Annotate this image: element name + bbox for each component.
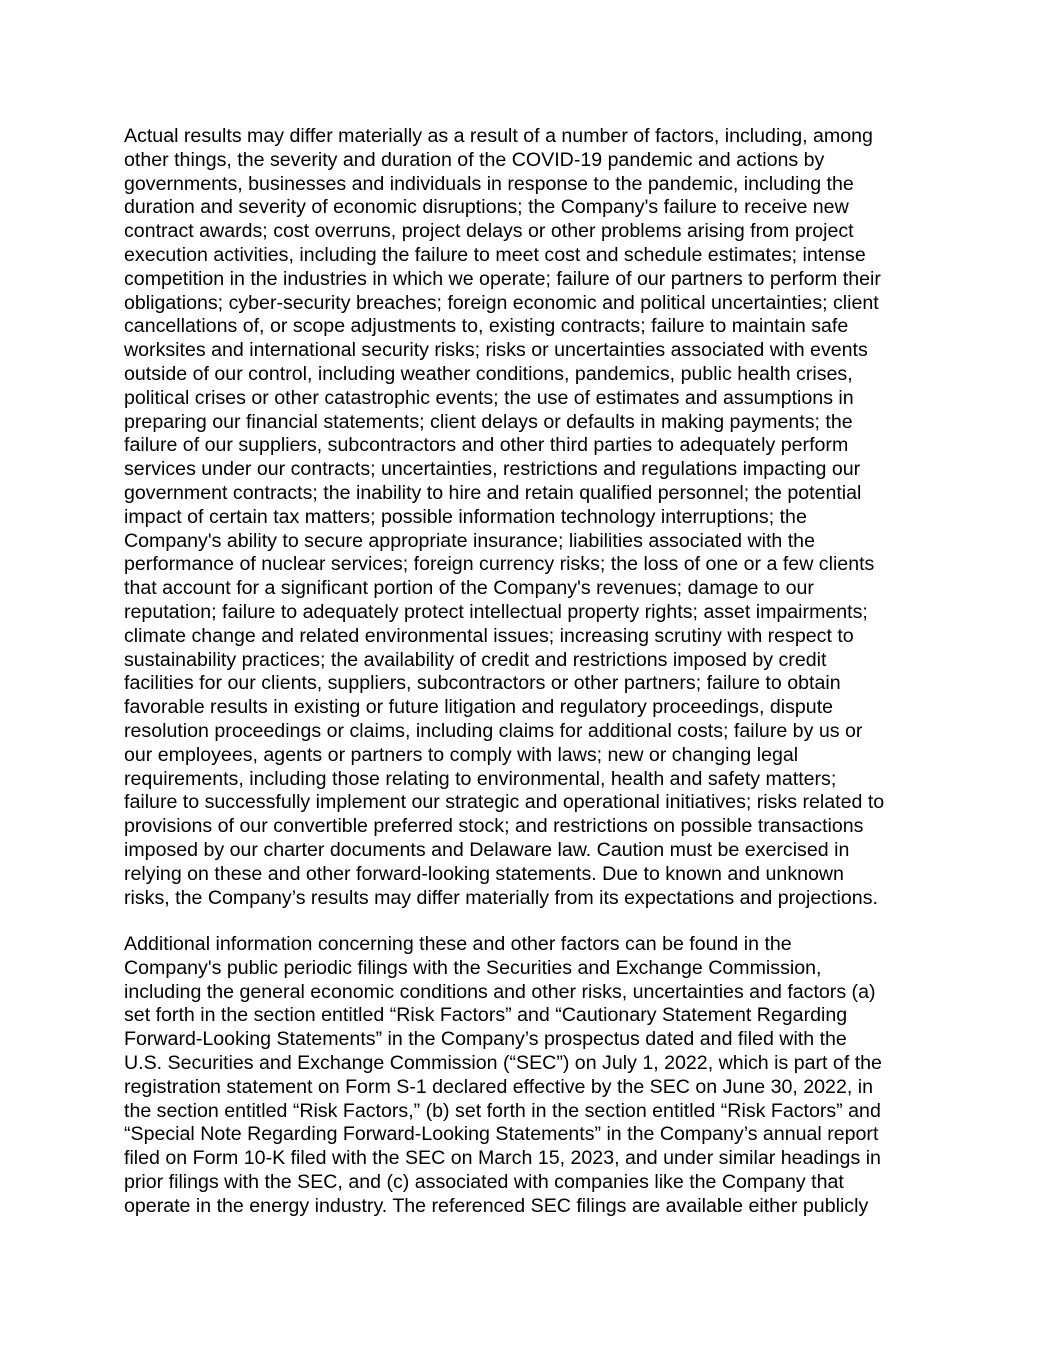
text-line: registration statement on Form S-1 declared effective by the SEC on June 30, 2022, in bbox=[124, 1075, 873, 1098]
paragraph-additional-information bbox=[124, 933, 944, 1219]
text-line: Additional information concerning these and other factors can be found in the bbox=[124, 933, 792, 955]
text-line: that account for a significant portion of the Company's revenues; damage to our bbox=[124, 577, 814, 600]
text-line: requirements, including those relating to environmental, health and safety matters; bbox=[124, 767, 837, 790]
text-line: provisions of our convertible preferred stock; and restrictions on possible transactions bbox=[124, 815, 864, 838]
text-line: risks, the Company’s results may differ materially from its expectations and projections. bbox=[124, 886, 878, 909]
text-line: imposed by our charter documents and Delaware law. Caution must be exercised in bbox=[124, 838, 850, 861]
paragraph-forward-looking-factors bbox=[124, 125, 944, 910]
text-line: “Special Note Regarding Forward-Looking Statements” in the Company’s annual report bbox=[124, 1123, 879, 1146]
text-line: preparing our financial statements; client delays or defaults in making payments; the bbox=[124, 410, 853, 433]
text-line: duration and severity of economic disruptions; the Company's failure to receive new bbox=[124, 196, 849, 219]
text-line: resolution proceedings or claims, including claims for additional costs; failure by us or bbox=[124, 719, 863, 742]
text-line: execution activities, including the failure to meet cost and schedule estimates; intense bbox=[124, 243, 866, 266]
text-line: other things, the severity and duration of the COVID-19 pandemic and actions by bbox=[124, 148, 825, 171]
text-line: failure to successfully implement our strategic and operational initiatives; risks related to bbox=[124, 791, 885, 814]
text-line: worksites and international security risks; risks or uncertainties associated with events bbox=[124, 339, 868, 362]
text-line: Company's public periodic filings with the Securities and Exchange Commission, bbox=[124, 956, 822, 979]
text-line: operate in the energy industry. The referenced SEC filings are available either publicly bbox=[124, 1194, 869, 1217]
text-line: government contracts; the inability to hire and retain qualified personnel; the potential bbox=[124, 481, 862, 504]
text-line: Company's ability to secure appropriate insurance; liabilities associated with the bbox=[124, 529, 815, 552]
text-line: obligations; cyber-security breaches; foreign economic and political uncertainties; client bbox=[124, 291, 879, 314]
text-line: reputation; failure to adequately protect intellectual property rights; asset impairments; bbox=[124, 600, 868, 623]
text-line: services under our contracts; uncertainties, restrictions and regulations impacting our bbox=[124, 458, 861, 481]
text-line: failure of our suppliers, subcontractors and other third parties to adequately perform bbox=[124, 434, 849, 457]
text-line: our employees, agents or partners to comply with laws; new or changing legal bbox=[124, 743, 799, 766]
text-line: outside of our control, including weather conditions, pandemics, public health crises, bbox=[124, 362, 853, 385]
text-line: contract awards; cost overruns, project delays or other problems arising from project bbox=[124, 220, 854, 243]
text-line: cancellations of, or scope adjustments to, existing contracts; failure to maintain safe bbox=[124, 315, 849, 338]
text-line: relying on these and other forward-looking statements. Due to known and unknown bbox=[124, 862, 844, 885]
text-line: filed on Form 10-K filed with the SEC on March 15, 2023, and under similar headings in bbox=[124, 1147, 881, 1170]
text-line: performance of nuclear services; foreign currency risks; the loss of one or a few clients bbox=[124, 553, 875, 576]
text-line: Actual results may differ materially as a result of a number of factors, including, among bbox=[124, 125, 873, 147]
text-line: political crises or other catastrophic events; the use of estimates and assumptions in bbox=[124, 386, 854, 409]
text-line: facilities for our clients, suppliers, subcontractors or other partners; failure to obtain bbox=[124, 672, 841, 695]
text-line: including the general economic conditions and other risks, uncertainties and factors (a) bbox=[124, 980, 876, 1003]
text-line: prior filings with the SEC, and (c) associated with companies like the Company that bbox=[124, 1170, 844, 1193]
text-line: U.S. Securities and Exchange Commission (“SEC”) on July 1, 2022, which is part of the bbox=[124, 1051, 882, 1074]
text-line: climate change and related environmental issues; increasing scrutiny with respect to bbox=[124, 624, 854, 647]
text-line: Forward-Looking Statements” in the Company’s prospectus dated and filed with the bbox=[124, 1028, 847, 1051]
text-line: competition in the industries in which we operate; failure of our partners to perform their bbox=[124, 267, 881, 290]
text-line: set forth in the section entitled “Risk Factors” and “Cautionary Statement Regarding bbox=[124, 1004, 848, 1027]
text-line: governments, businesses and individuals in response to the pandemic, including the bbox=[124, 172, 854, 195]
text-line: sustainability practices; the availability of credit and restrictions imposed by credit bbox=[124, 648, 827, 671]
text-line: the section entitled “Risk Factors,” (b) set forth in the section entitled “Risk Factors” and bbox=[124, 1099, 881, 1122]
text-line: favorable results in existing or future litigation and regulatory proceedings, dispute bbox=[124, 696, 834, 719]
text-line: impact of certain tax matters; possible information technology interruptions; the bbox=[124, 505, 807, 528]
